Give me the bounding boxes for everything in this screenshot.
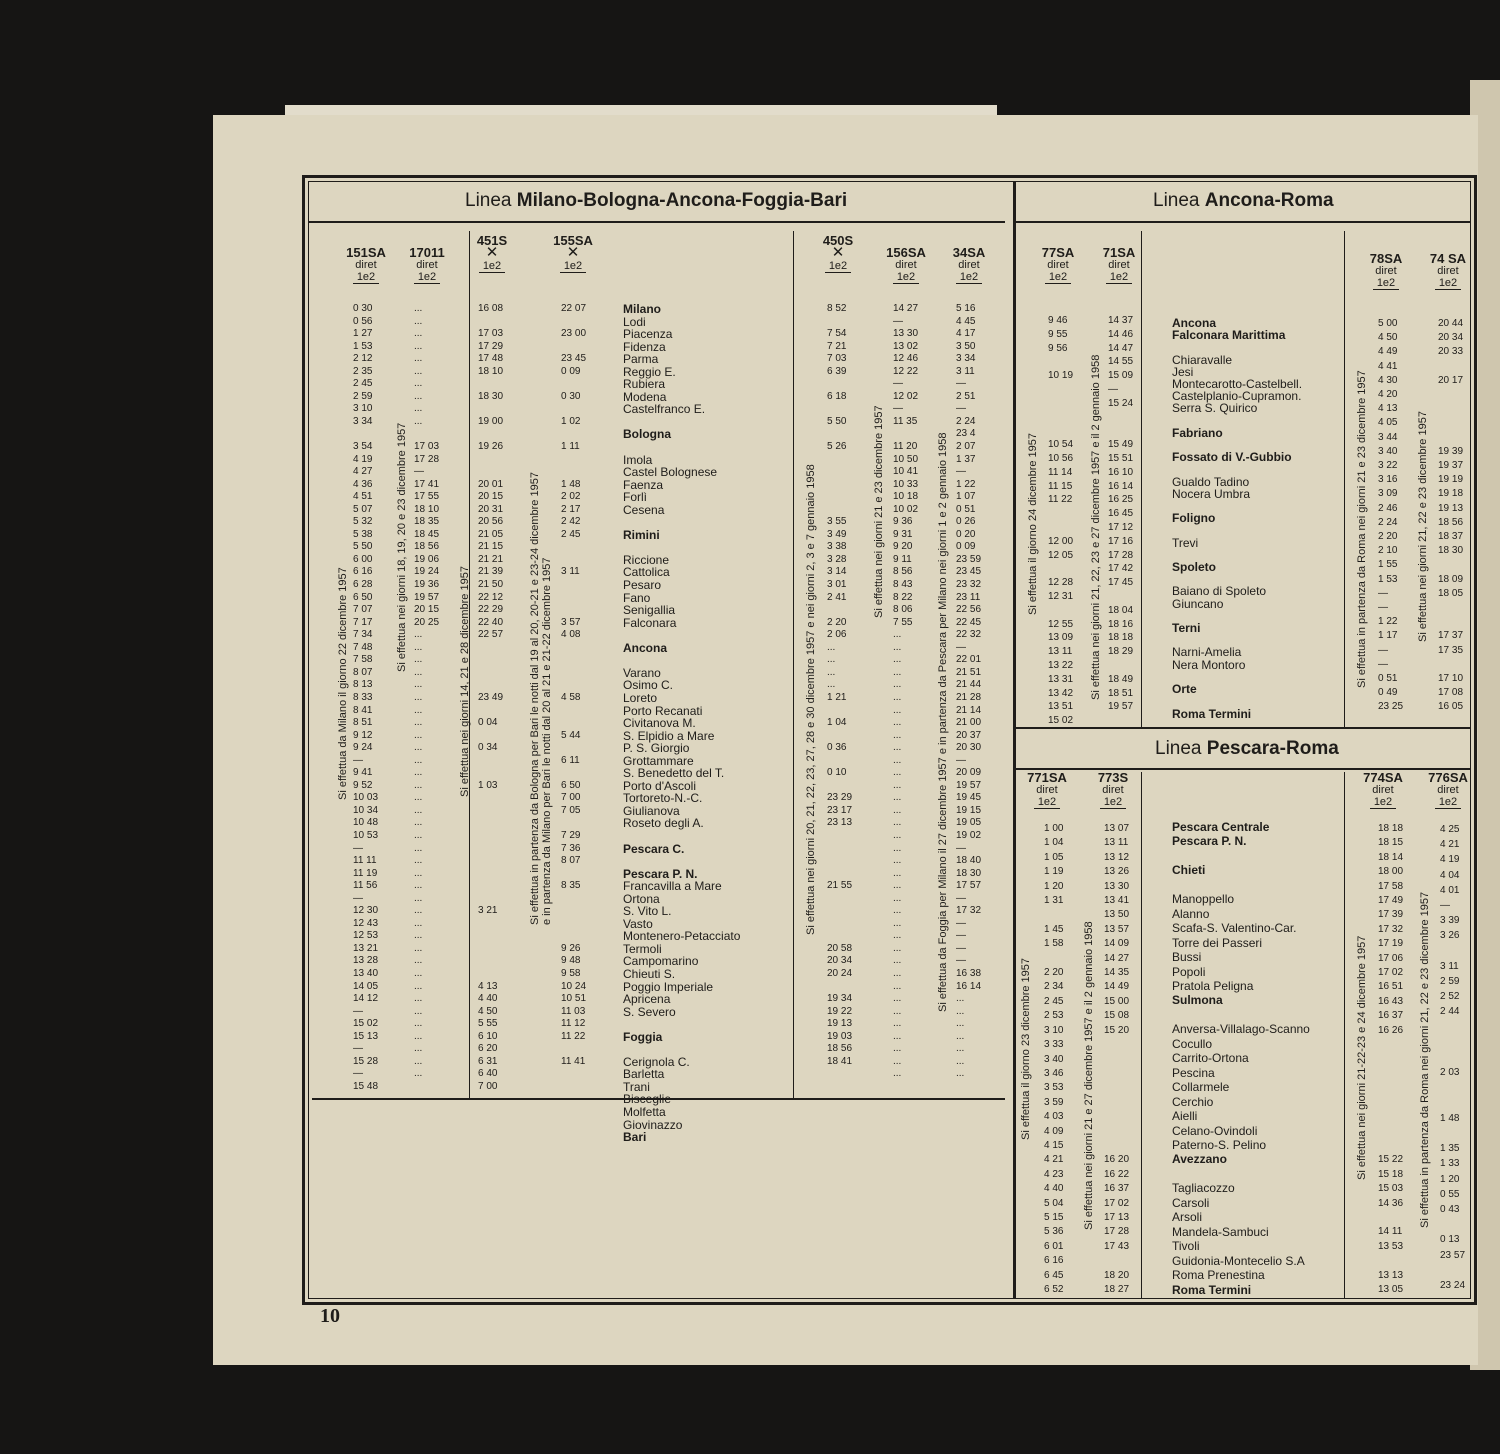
train-class: 1e2 [560,260,586,273]
train-header [1024,772,1070,809]
station-name: Fidenza [623,339,666,354]
train-number: 774SA [1363,770,1403,785]
station-name [623,441,740,454]
station-name: S. Severo [623,1004,676,1019]
station-name: Castel Bolognese [623,465,718,480]
service-note: Si effettua nei giorni 20, 21, 22, 23, 27, 28 e 30 dicembre 1957 e nei giorni 2, 3 e 7 gennaio 1958 [805,464,817,935]
station-name: Mandela-Sambuci [1172,1224,1269,1239]
train-class: 1e2 [353,271,379,284]
station-name: Bisceglie [623,1092,672,1107]
train-header [1363,253,1409,290]
station-name: Piacenza [623,327,673,342]
station-name [1172,1167,1310,1181]
train-header [469,235,515,273]
station-name: Popoli [1172,964,1206,979]
station-name [1172,524,1302,536]
timetable-column: 4 25 4 21 4 19 4 04 4 01 — 3 39 3 26 3 11 2 59 2 52 2 44 2 03 1 48 1 35 1 33 1 20 0 55 0 43 0 13 23 57 23 24 [1440,824,1466,1292]
header-rule-left [308,221,1005,223]
station-name: Ortona [623,891,660,906]
station-name: Cocullo [1172,1036,1213,1051]
station-name: Orte [1172,682,1197,697]
train-class: 1e2 [479,260,505,273]
train-class: 1e2 [825,260,851,273]
title-milano-bari [465,190,847,212]
timetable-column: 5 16 4 45 4 17 3 50 3 34 3 11 — 2 51 — 2 24 23 4 2 07 1 37 — 1 22 1 07 0 51 0 26 0 20 0 09 23 59 23 45 23 32 23 11 22 56 22 45 22 32 — 22 01 21 51 21 44 21 28 21 14 21 00 20 37 20 30 — 20 09 19 57 19 45 19 15 19 05 19 02 — 18 40 18 30 17 57 — 17 32 — — — — 16 38 16 14 ... ... ... ... ... ... ... [956,303,982,1080]
train-kind: diret [1102,784,1124,796]
station-name: S. Vito L. [623,904,672,919]
service-note: Si effettua in partenza da Roma nei giorni 21, 22 e 23 dicembre 1957 [1419,891,1431,1228]
station-name: Termoli [623,941,662,956]
station-name: Roma Termini [1172,1282,1252,1297]
title-prefix: Linea [1155,738,1202,759]
train-class: 1e2 [1106,271,1132,284]
station-name: Cesena [623,502,665,517]
timetable-column: 18 18 18 15 18 14 18 00 17 58 17 49 17 39 17 32 17 19 17 06 17 02 16 51 16 43 16 37 16 26 15 22 15 18 15 03 14 36 14 11 13 53 13 13 13 05 [1378,823,1404,1295]
station-name [1172,849,1310,863]
train-header [404,247,450,284]
title-main: Ancona-Roma [1204,190,1334,211]
station-name: Milano [623,302,661,316]
station-name: Trevi [1172,535,1199,550]
train-class: 1e2 [1100,796,1126,809]
train-header [1096,247,1142,284]
timetable-column: 20 44 20 34 20 33 20 17 19 39 19 37 19 19 19 18 19 13 18 56 18 37 18 30 18 09 18 05 17 37 17 35 17 10 17 08 16 05 [1438,318,1464,713]
train-number: 771SA [1027,770,1067,785]
station-name: Roma Prenestina [1172,1268,1265,1283]
station-name [623,855,740,868]
col-divider [1141,772,1142,1299]
station-name: Carsoli [1172,1195,1210,1210]
station-name: Terni [1172,621,1201,636]
train-kind: diret [355,259,377,271]
station-name: Forlì [623,490,647,505]
station-name: Molfetta [623,1105,666,1119]
station-name: Francavilla a Mare [623,879,722,894]
title-ancona-roma [1153,190,1334,212]
train-class: 1e2 [956,271,982,284]
service-note: Si effettua da Milano il giorno 22 dicembre 1957 [337,567,349,800]
station-name: Loreto [623,690,658,705]
timetable-column: 8 52 7 54 7 21 7 03 6 39 6 18 5 50 5 26 3 55 3 49 3 38 3 28 3 14 3 01 2 41 2 20 2 06 ... ... ... ... 1 21 1 04 0 36 0 10 23 29 23 17 23 13 21 55 20 58 20 34 20 24 19 34 19 22 19 13 19 03 18 56 18 41 [827,303,853,1067]
service-note: e in partenza da Milano per Bari le notti dal 20 al 21 e 21-22 dicembre 1957 [541,557,553,925]
train-number: 156SA [886,245,926,260]
train-number: 71SA [1102,245,1136,260]
station-name: Imola [623,452,653,467]
train-number: 34SA [952,245,986,260]
train-class: 1e2 [1435,796,1461,809]
station-name: Sulmona [1172,993,1223,1008]
timetable-column: 22 07 23 00 23 45 0 09 0 30 1 02 1 11 1 48 2 02 2 17 2 42 2 45 3 11 3 57 4 08 4 58 5 44 6 11 6 50 7 00 7 05 7 29 7 36 8 07 8 35 9 26 9 48 9 58 10 24 10 51 11 03 11 12 11 22 11 41 [561,303,587,1067]
station-name: Pescara P. N. [1172,834,1247,849]
station-name: Spoleto [1172,560,1216,575]
station-name: Senigallia [623,603,676,618]
station-name: Pratola Peligna [1172,978,1254,993]
train-number: 155SA [553,233,593,248]
col-divider [1344,772,1345,1299]
train-number: 151SA [346,245,386,260]
timetable-column: 5 00 4 50 4 49 4 41 4 30 4 20 4 13 4 05 3 44 3 40 3 22 3 16 3 09 2 46 2 24 2 20 2 10 1 55 1 53 — — 1 22 1 17 — — 0 51 0 49 23 25 [1378,318,1404,713]
train-class: 1e2 [1373,277,1399,290]
train-number: 773S [1097,770,1129,785]
train-number: 74 SA [1429,251,1467,266]
station-name: Fano [623,590,651,605]
station-name [1172,695,1302,707]
station-name: Vasto [623,916,653,931]
ancona-roma-bottom-rule [1016,727,1471,729]
train-kind: diret [1036,784,1058,796]
train-header [1360,772,1406,809]
sleeper-icon: ✕ [485,244,499,261]
train-number: 77SA [1041,245,1075,260]
title-prefix: Linea [465,190,512,211]
station-name: S. Benedetto del T. [623,766,725,781]
station-name: Guidonia-Montecelio S.A [1172,1253,1305,1268]
station-name: Campomarino [623,954,699,969]
station-name: Montecarotto-Castelbell. [1172,377,1303,392]
station-name: Avezzano [1172,1152,1227,1167]
station-name: Arsoli [1172,1210,1203,1225]
sleeper-icon: ✕ [831,244,845,261]
station-name [1172,463,1302,475]
train-kind: diret [895,259,917,271]
station-name: Parma [623,352,659,367]
col-divider [793,231,794,1098]
service-note: Si effettua il giorno 24 dicembre 1957 [1027,432,1039,615]
station-name: Pesaro [623,578,662,593]
title-pescara-roma [1155,738,1339,760]
station-name: Carrito-Ortona [1172,1051,1249,1066]
timetable-column: 16 08 17 03 17 29 17 48 18 10 18 30 19 00 19 26 20 01 20 15 20 31 20 56 21 05 21 15 21 21 21 39 21 50 22 12 22 29 22 40 22 57 23 49 0 04 0 34 1 03 3 21 4 13 4 40 4 50 5 55 6 10 6 20 6 31 6 40 7 00 [478,303,504,1092]
station-name: Apricena [623,992,671,1007]
station-name: Ancona [623,640,668,655]
station-list [623,303,740,1144]
col-divider [1141,231,1142,727]
station-name: Foggia [623,1029,663,1044]
service-note: Si effettua in partenza da Bologna per Bari le notti dal 19 al 20, 20-21 e 23-24 dicembre 1957 [529,472,541,925]
train-header [550,235,596,273]
header-rule-right [1016,221,1471,223]
station-list [1172,820,1310,1297]
station-name: Nocera Umbra [1172,486,1251,501]
station-name: Celano-Ovindoli [1172,1123,1258,1138]
station-name: Manoppello [1172,892,1235,907]
service-note: Si effettua nei giorni 21 e 27 dicembre 1957 e il 2 gennaio 1958 [1083,921,1095,1230]
station-name: Chieti [1172,863,1206,878]
station-name: Bologna [623,427,671,442]
station-name: Chiaravalle [1172,352,1233,367]
station-name: Cerchio [1172,1094,1214,1109]
train-kind: diret [1047,259,1069,271]
train-header [1035,247,1081,284]
train-kind: diret [1372,784,1394,796]
station-name: Lodi [623,314,646,329]
station-name: Faenza [623,477,664,492]
timetable-column: 9 46 9 55 9 56 10 19 10 54 10 56 11 14 11 15 11 22 12 00 12 05 12 28 12 31 12 55 13 09 13 11 13 22 13 31 13 42 13 51 15 02 [1048,315,1074,727]
station-name: Tortoreto-N.-C. [623,791,703,806]
train-kind: diret [1437,265,1459,277]
service-note: Si effettua in partenza da Roma nei giorni 21 e 23 dicembre 1957 [1356,370,1368,688]
station-name [623,830,740,843]
station-name: Fossato di V.-Gubbio [1172,450,1292,465]
train-kind: diret [1437,784,1459,796]
timetable-column: 13 07 13 11 13 12 13 26 13 30 13 41 13 50 13 57 14 09 14 27 14 35 14 49 15 00 15 08 15 20 16 20 16 22 16 37 17 02 17 13 17 28 17 43 18 20 18 27 [1104,823,1130,1295]
station-name: Civitanova M. [623,716,696,731]
station-name: Porto Recanati [623,703,703,718]
service-note: Si effettua nei giorni 21-22-23 e 24 dicembre 1957 [1356,935,1368,1180]
service-note: Si effettua da Foggia per Milano il 27 dicembre 1957 e in partenza da Pescara per Milano nei giorni 1 e 2 gennaio 1958 [937,432,949,1012]
station-name: Cerignola C. [623,1054,690,1069]
station-name: Roseto degli A. [623,816,704,831]
timetable-column: ... ... ... ... ... ... ... ... ... ... 17 03 17 28 — 17 41 17 55 18 10 18 35 18 45 18 56 19 06 19 24 19 36 19 57 20 15 20 25 ... ... ... ... ... ... ... ... ... ... ... ... ... ... ... ... ... ... ... ... ... ... ... ... ... ... ... ... ... ... ... ... ... ... ... ... [414,303,440,1080]
station-name [623,654,740,667]
station-name: Reggio E. [623,364,676,379]
train-class: 1e2 [1435,277,1461,290]
service-note: Si effettua nei giorni 21, 22, 23 e 27 dicembre 1957 e il 2 gennaio 1958 [1090,354,1102,700]
station-name: Narni-Amelia [1172,645,1242,660]
station-name: Tivoli [1172,1239,1200,1254]
page-number: 10 [320,1305,340,1327]
station-name [1172,341,1302,353]
station-name: Nera Montoro [1172,657,1246,672]
station-name: Foligno [1172,511,1216,526]
train-header [1425,253,1471,290]
station-name: Alanno [1172,906,1210,921]
station-name: Bussi [1172,950,1202,965]
station-name: Modena [623,389,667,404]
timetable-column: 1 00 1 04 1 05 1 19 1 20 1 31 1 45 1 58 2 20 2 34 2 45 2 53 3 10 3 33 3 40 3 46 3 53 3 59 4 03 4 09 4 15 4 21 4 23 4 40 5 04 5 15 5 36 6 01 6 16 6 45 6 52 [1044,823,1064,1295]
station-name [623,629,740,642]
station-name: Pescara P. N. [623,866,698,881]
station-name: Cattolica [623,565,670,580]
train-number: 776SA [1428,770,1468,785]
station-name [1172,878,1310,892]
train-kind: diret [1375,265,1397,277]
station-name: Serra S. Quirico [1172,401,1258,416]
station-name: Roma Termini [1172,706,1252,721]
train-class: 1e2 [1045,271,1071,284]
station-name: Torre dei Passeri [1172,935,1263,950]
station-name [623,1043,740,1056]
timetable-column: 0 30 0 56 1 27 1 53 2 12 2 35 2 45 2 59 3 10 3 34 3 54 4 19 4 27 4 36 4 51 5 07 5 32 5 38 5 50 6 00 6 16 6 28 6 50 7 07 7 17 7 34 7 48 7 58 8 07 8 13 8 33 8 41 8 51 9 12 9 24 — 9 41 9 52 10 03 10 34 10 48 10 53 — 11 11 11 19 11 56 — 12 30 12 43 12 53 13 21 13 28 13 40 14 05 14 12 — 15 02 15 13 — 15 28 — 15 48 [353,303,379,1092]
station-name: Castelplanio-Cupramon. [1172,389,1302,404]
title-main: Pescara-Roma [1206,738,1339,759]
station-name: Rubiera [623,377,666,392]
service-note: Si effettua nei giorni 14, 21 e 28 dicembre 1957 [459,566,471,797]
train-class: 1e2 [893,271,919,284]
service-note: Si effettua nei giorni 18, 19, 20 e 23 dicembre 1957 [396,422,408,672]
station-name: Fabriano [1172,425,1223,440]
train-header [1090,772,1136,809]
title-main: Milano-Bologna-Ancona-Foggia-Bari [516,190,848,211]
station-name: Rimini [623,527,660,542]
train-kind: diret [1108,259,1130,271]
station-name [1172,1008,1310,1022]
title-prefix: Linea [1153,190,1200,211]
train-number: 450S [822,233,854,248]
station-name: Collarmele [1172,1080,1230,1095]
train-header [815,235,861,273]
train-header [343,247,389,284]
station-name: Osimo C. [623,678,674,693]
station-name: P. S. Giorgio [623,741,690,756]
station-name [623,1018,740,1031]
train-class: 1e2 [414,271,440,284]
station-name: S. Elpidio a Mare [623,728,715,743]
station-name: Montenero-Petacciato [623,929,741,944]
train-kind: diret [416,259,438,271]
station-name: Porto d'Ascoli [623,778,696,793]
sleeper-icon: ✕ [566,244,580,261]
station-list [1172,317,1302,720]
train-kind: diret [958,259,980,271]
station-name: Tagliacozzo [1172,1181,1235,1196]
station-name: Giovinazzo [623,1117,683,1132]
train-header [1425,772,1471,809]
train-header [946,247,992,284]
station-name: Baiano di Spoleto [1172,584,1267,599]
train-number: 17011 [409,245,445,260]
station-name: Aielli [1172,1109,1198,1124]
station-name [1172,415,1302,427]
col-divider [1344,231,1345,727]
station-name: Paterno-S. Pelino [1172,1137,1267,1152]
train-class: 1e2 [1034,796,1060,809]
station-name: Falconara Marittima [1172,328,1286,343]
station-name: Giulianova [623,803,680,818]
station-name: Scafa-S. Valentino-Car. [1172,921,1297,936]
timetable-column: 14 37 14 46 14 47 14 55 15 09 — 15 24 15 49 15 51 16 10 16 14 16 25 16 45 17 12 17 16 17 28 17 42 17 45 18 04 18 16 18 18 18 29 18 49 18 51 19 57 [1108,315,1134,713]
service-note: Si effettua nei giorni 21 e 23 dicembre 1957 [873,405,885,618]
station-name: Barletta [623,1067,665,1082]
station-name: Giuncano [1172,596,1224,611]
station-name: Pescara C. [623,841,685,856]
train-class: 1e2 [1370,796,1396,809]
station-name: Chieuti S. [623,966,676,981]
station-name [623,516,740,529]
station-name: Trani [623,1079,650,1094]
station-name: Pescara Centrale [1172,820,1270,834]
train-header [883,247,929,284]
service-note: Si effettua il giorno 23 dicembre 1957 [1020,957,1032,1140]
station-name: Anversa-Villalago-Scanno [1172,1022,1310,1037]
train-number: 451S [476,233,508,248]
station-name: Riccione [623,552,670,567]
station-name: Varano [623,665,661,680]
station-name: Gualdo Tadino [1172,474,1250,489]
service-note: Si effettua nei giorni 21, 22 e 23 dicembre 1957 [1417,411,1429,642]
timetable-column: 14 27 — 13 30 13 02 12 46 12 22 — 12 02 — 11 35 11 20 10 50 10 41 10 33 10 18 10 02 9 36 9 31 9 20 9 11 8 56 8 43 8 22 8 06 7 55 ... ... ... ... ... ... ... ... ... ... ... ... ... ... ... ... ... ... ... ... ... ... ... ... ... ... ... ... ... ... ... ... ... ... ... ... [893,303,919,1080]
station-name: Poggio Imperiale [623,979,714,994]
station-name: Castelfranco E. [623,402,706,417]
section-divider [1013,181,1016,1299]
station-name: Pescina [1172,1065,1215,1080]
station-name: Bari [623,1130,647,1145]
train-number: 78SA [1369,251,1403,266]
station-name: Jesi [1172,364,1194,379]
station-name: Grottammare [623,753,694,768]
station-name: Falconara [623,615,677,630]
station-name: Ancona [1172,316,1217,330]
